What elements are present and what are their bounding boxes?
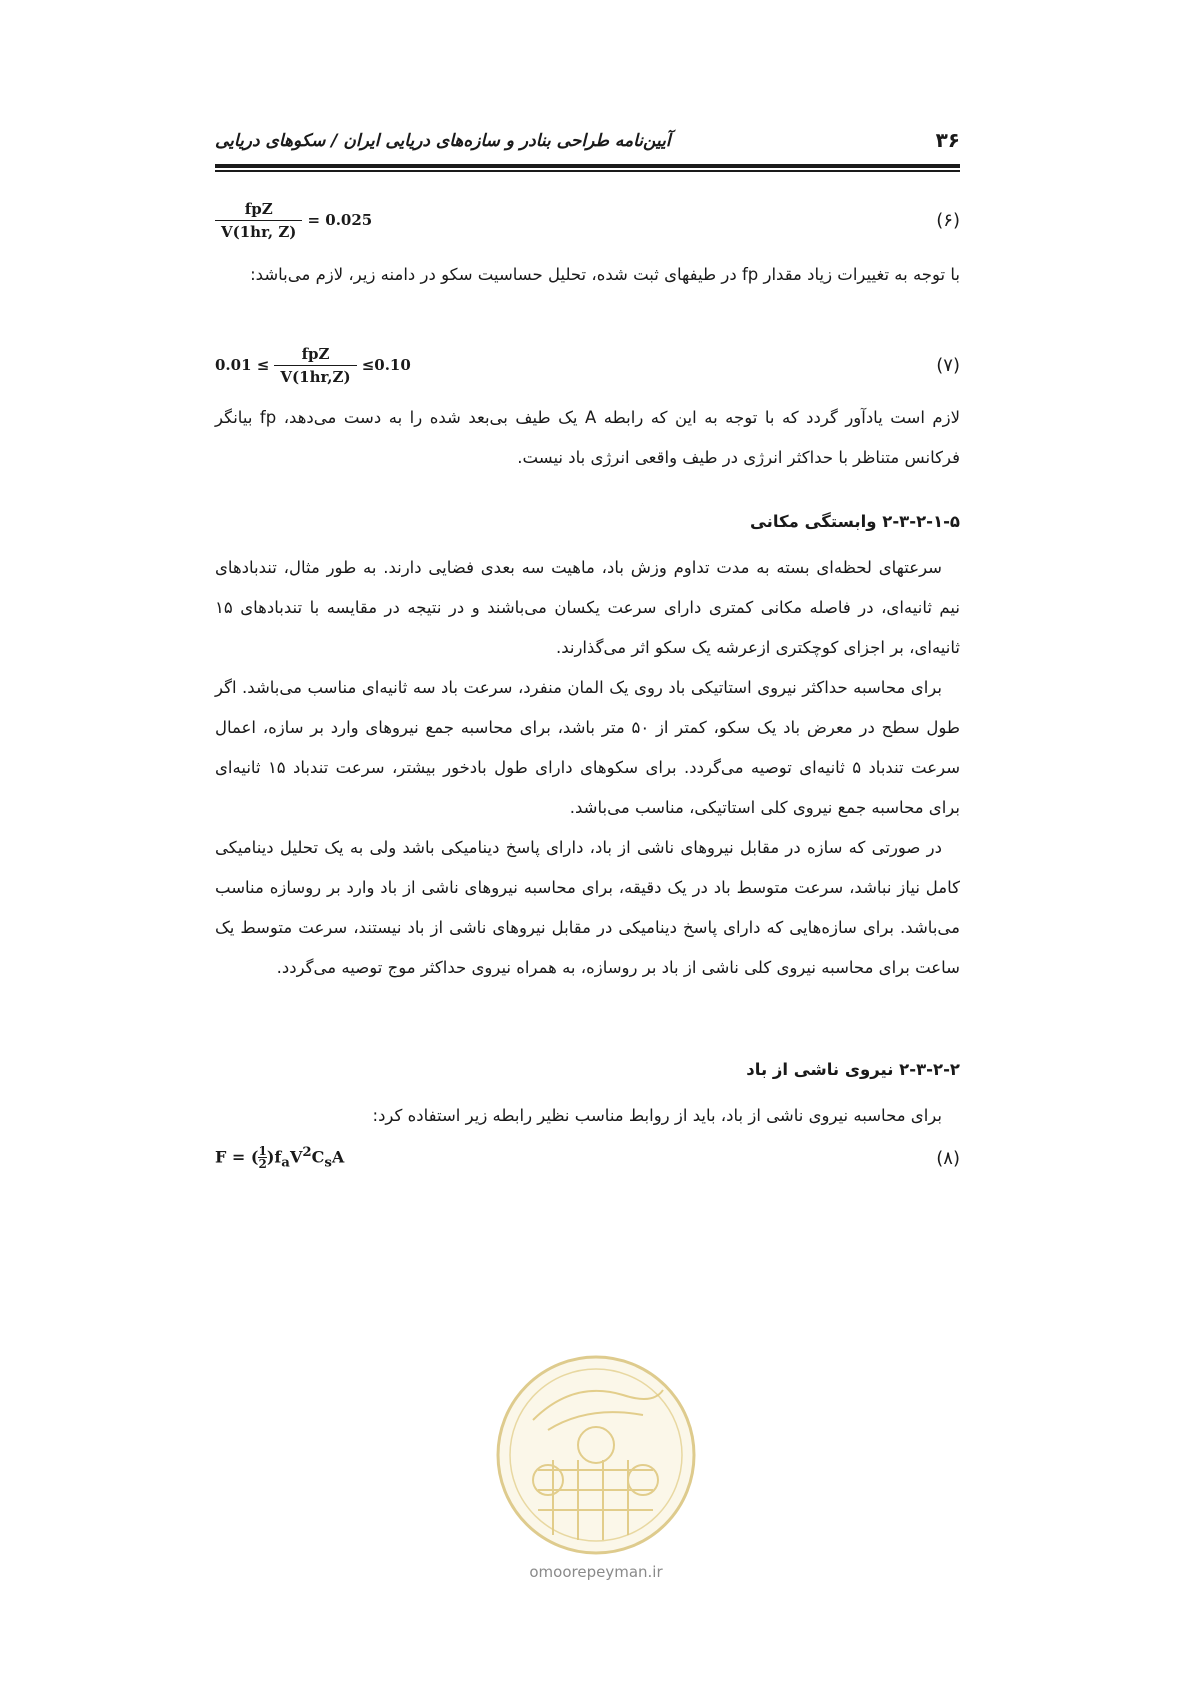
eq8-sup-2: 2	[302, 1144, 312, 1160]
eq8-half-denominator: 2	[258, 1157, 267, 1172]
eq8-sub-s: s	[324, 1154, 332, 1171]
eq8-a: A	[331, 1147, 345, 1167]
eq6-number: (۶)	[936, 210, 960, 231]
eq7-denominator: V(1hr,Z)	[280, 368, 351, 386]
paragraph-2-text: لازم است یادآور گردد که با توجه به این که رابطه A یک طیف بی‌بعد شده را به دست می‌دهد، fp بیانگر فرکانس متناظر با حداکثر انرژی در طیف واقعی انرژی باد نیست.	[215, 408, 961, 467]
header-rule-thick	[215, 164, 960, 168]
section1-paragraph-1: سرعتهای لحظه‌ای بسته به مدت تداوم وزش باد، ماهیت سه بعدی فضایی دارند. به طور مثال، تندبادهای نیم ثانیه‌ای، در فاصله مکانی کمتری دارای سرعت یکسان می‌باشند و در نتیجه در مقایسه با تندبادهای ۱۵ ثانیه‌ای، بر اجزای کوچکتری ازعرشه یک سکو اثر می‌گذارند.	[215, 558, 960, 657]
section1-body	[215, 548, 960, 988]
eq8-number: (۸)	[936, 1148, 960, 1169]
eq6-rhs: = 0.025	[307, 211, 373, 229]
watermark-site: omoorepeyman.ir	[529, 1563, 663, 1581]
eq6-numerator: fpZ	[215, 200, 302, 221]
section1-paragraph-3: در صورتی که سازه در مقابل نیروهای ناشی از باد، دارای پاسخ دینامیکی باشد ولی به یک تحلیل دینامیکی کامل نیاز نباشد، سرعت متوسط باد در یک دقیقه، برای محاسبه نیروهای ناشی از باد وارد بر روسازه مناسب می‌باشد. برای سازه‌هایی که دارای پاسخ دینامیکی در مقابل نیروهای ناشی از باد نیستند، سرعت متوسط یک ساعت برای محاسبه نیروی کلی ناشی از باد بر روسازه، به همراه نیروی حداکثر موج توصیه می‌گردد.	[215, 838, 960, 977]
eq8-v: V	[289, 1147, 303, 1167]
eq8-half-numerator: 1	[258, 1144, 267, 1159]
equation-7	[215, 345, 960, 395]
page-number: ۳۶	[935, 128, 960, 152]
eq7-lhs: 0.01 ≤	[215, 356, 270, 374]
section-heading-spatial-dependence: ۲-۳-۲-۱-۵ وابستگی مکانی	[749, 512, 960, 531]
watermark-seal-icon	[493, 1350, 699, 1560]
header-title: آیین‌نامه طراحی بنادر و سازه‌های دریایی ایران / سکوهای دریایی	[215, 131, 671, 151]
eq7-rhs: ≤0.10	[361, 356, 411, 374]
page-header	[215, 128, 960, 158]
paragraph-1-text: با توجه به تغییرات زیاد مقدار fp در طیفهای ثبت شده، تحلیل حساسیت سکو در دامنه زیر، لازم می‌باشد:	[250, 265, 960, 284]
equation-6	[215, 200, 960, 250]
paragraph-2	[215, 398, 960, 478]
eq8-prefix: F = (	[215, 1147, 259, 1167]
eq7-number: (۷)	[936, 355, 960, 376]
section2-paragraph: برای محاسبه نیروی ناشی از باد، باید از روابط مناسب نظیر رابطه زیر استفاده کرد:	[372, 1106, 942, 1125]
eq8-c: C	[311, 1147, 325, 1167]
eq8-sub-a: a	[281, 1154, 290, 1171]
eq8-half	[258, 1145, 266, 1170]
paragraph-1	[215, 255, 960, 295]
section-heading-wind-force: ۲-۳-۲-۲ نیروی ناشی از باد	[746, 1060, 960, 1079]
section2-body	[215, 1096, 960, 1136]
eq8-formula	[215, 1144, 344, 1171]
eq7-fraction	[274, 345, 356, 386]
eq7-numerator: fpZ	[274, 345, 356, 366]
eq6-denominator: V(1hr, Z)	[221, 223, 297, 241]
section1-paragraph-2: برای محاسبه حداکثر نیروی استاتیکی باد روی یک المان منفرد، سرعت باد سه ثانیه‌ای مناسب می‌باشد. اگر طول سطح در معرض باد یک سکو، کمتر از ۵۰ متر باشد، برای محاسبه جمع نیروهای وارد بر سازه، اعمال سرعت تندباد ۵ ثانیه‌ای توصیه می‌گردد. برای سکوهای دارای طول بادخور بیشتر، سرعت تندباد ۱۵ ثانیه‌ای برای محاسبه جمع نیروی کلی استاتیکی، مناسب می‌باشد.	[215, 678, 961, 817]
equation-8	[215, 1138, 960, 1188]
eq6-fraction	[215, 200, 302, 241]
header-rule-thin	[215, 170, 960, 172]
watermark-logo	[493, 1350, 699, 1560]
eq8-suffix: )f	[266, 1147, 282, 1167]
